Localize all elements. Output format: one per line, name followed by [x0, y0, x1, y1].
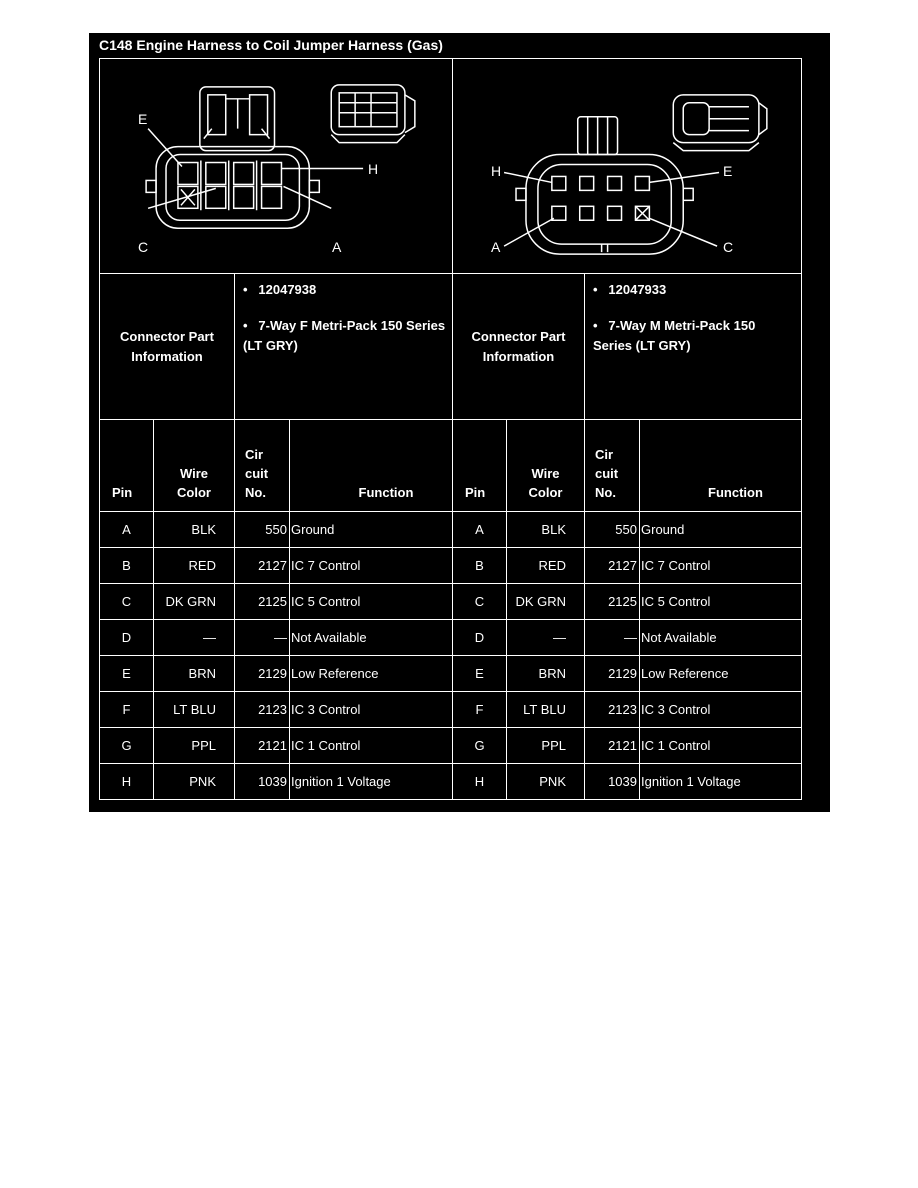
connector-document: [89, 33, 830, 812]
circuit-cell: 2129: [235, 656, 290, 692]
right-callout-h: H: [491, 163, 502, 179]
bullet: •: [243, 318, 248, 333]
circuit-cell: 2123: [585, 692, 640, 728]
bullet: •: [593, 318, 598, 333]
function-cell: IC 3 Control: [290, 692, 453, 728]
function-cell: Not Available: [290, 620, 453, 656]
left-callout-a: A: [332, 239, 342, 255]
pin-cell: F: [100, 692, 154, 728]
header-function: Function: [290, 420, 453, 512]
wire-color-cell: BLK: [507, 512, 585, 548]
header-wire-color: Wire Color: [154, 420, 235, 512]
right-callout-c: C: [723, 239, 734, 255]
function-cell: IC 1 Control: [640, 728, 802, 764]
left-part-description: 7-Way F Metri-Pack 150 Series (LT GRY): [243, 318, 446, 353]
pin-cell: E: [453, 656, 507, 692]
header-function: Function: [640, 420, 802, 512]
wire-color-cell: DK GRN: [154, 584, 235, 620]
pin-cell: H: [453, 764, 507, 800]
circuit-cell: 550: [235, 512, 290, 548]
circuit-cell: 2123: [235, 692, 290, 728]
wire-color-cell: BLK: [154, 512, 235, 548]
pin-cell: B: [453, 548, 507, 584]
male-connector-drawing: [453, 59, 801, 273]
circuit-cell: 1039: [585, 764, 640, 800]
circuit-cell: 2127: [585, 548, 640, 584]
function-cell: IC 1 Control: [290, 728, 453, 764]
header-circuit-no: Cir cuit No.: [585, 420, 640, 512]
left-callout-c: C: [138, 239, 149, 255]
wire-color-cell: BRN: [507, 656, 585, 692]
circuit-cell: 1039: [235, 764, 290, 800]
circuit-cell: 2127: [235, 548, 290, 584]
left-part-info: [235, 274, 453, 420]
circuit-cell: —: [585, 620, 640, 656]
right-part-info: [585, 274, 802, 420]
header-pin: Pin: [453, 420, 507, 512]
pin-cell: C: [453, 584, 507, 620]
wire-color-cell: —: [154, 620, 235, 656]
function-cell: Low Reference: [290, 656, 453, 692]
circuit-cell: 2121: [235, 728, 290, 764]
wire-color-cell: RED: [154, 548, 235, 584]
pin-cell: F: [453, 692, 507, 728]
wire-color-cell: PNK: [507, 764, 585, 800]
pin-cell: A: [453, 512, 507, 548]
pin-cell: C: [100, 584, 154, 620]
right-part-description: 7-Way M Metri-Pack 150 Series (LT GRY): [593, 318, 756, 353]
right-callout-e: E: [723, 163, 733, 179]
circuit-cell: 2125: [585, 584, 640, 620]
header-wire-color: Wire Color: [507, 420, 585, 512]
pin-cell: B: [100, 548, 154, 584]
bullet: •: [243, 282, 248, 297]
function-cell: Ignition 1 Voltage: [290, 764, 453, 800]
circuit-cell: 2121: [585, 728, 640, 764]
function-cell: Ignition 1 Voltage: [640, 764, 802, 800]
left-callout-e: E: [138, 111, 148, 127]
right-connector-label: Connector Part Information: [453, 274, 585, 420]
wire-color-cell: PNK: [154, 764, 235, 800]
pin-cell: G: [453, 728, 507, 764]
wire-color-cell: DK GRN: [507, 584, 585, 620]
wire-color-cell: LT BLU: [507, 692, 585, 728]
function-cell: IC 7 Control: [290, 548, 453, 584]
left-connector-diagram: [100, 59, 453, 274]
left-callout-h: H: [368, 161, 379, 177]
circuit-cell: —: [235, 620, 290, 656]
right-connector-diagram: [453, 59, 802, 274]
wire-color-cell: LT BLU: [154, 692, 235, 728]
circuit-cell: 2129: [585, 656, 640, 692]
wire-color-cell: PPL: [507, 728, 585, 764]
connector-table: [99, 58, 802, 800]
right-callout-a: A: [491, 239, 501, 255]
header-circuit-no: Cir cuit No.: [235, 420, 290, 512]
circuit-cell: 2125: [235, 584, 290, 620]
pin-cell: H: [100, 764, 154, 800]
function-cell: IC 7 Control: [640, 548, 802, 584]
wire-color-cell: BRN: [154, 656, 235, 692]
header-pin: Pin: [100, 420, 154, 512]
function-cell: Low Reference: [640, 656, 802, 692]
function-cell: IC 3 Control: [640, 692, 802, 728]
pin-cell: E: [100, 656, 154, 692]
function-cell: IC 5 Control: [640, 584, 802, 620]
document-title: C148 Engine Harness to Coil Jumper Harness (Gas): [99, 37, 443, 53]
function-cell: Not Available: [640, 620, 802, 656]
bullet: •: [593, 282, 598, 297]
right-part-number: 12047933: [608, 282, 667, 297]
function-cell: Ground: [290, 512, 453, 548]
pin-cell: D: [453, 620, 507, 656]
wire-color-cell: PPL: [154, 728, 235, 764]
pin-cell: A: [100, 512, 154, 548]
circuit-cell: 550: [585, 512, 640, 548]
female-connector-drawing: [100, 59, 452, 273]
left-part-number: 12047938: [258, 282, 317, 297]
wire-color-cell: RED: [507, 548, 585, 584]
function-cell: Ground: [640, 512, 802, 548]
pin-cell: D: [100, 620, 154, 656]
pin-cell: G: [100, 728, 154, 764]
wire-color-cell: —: [507, 620, 585, 656]
left-connector-label: Connector Part Information: [100, 274, 235, 420]
function-cell: IC 5 Control: [290, 584, 453, 620]
